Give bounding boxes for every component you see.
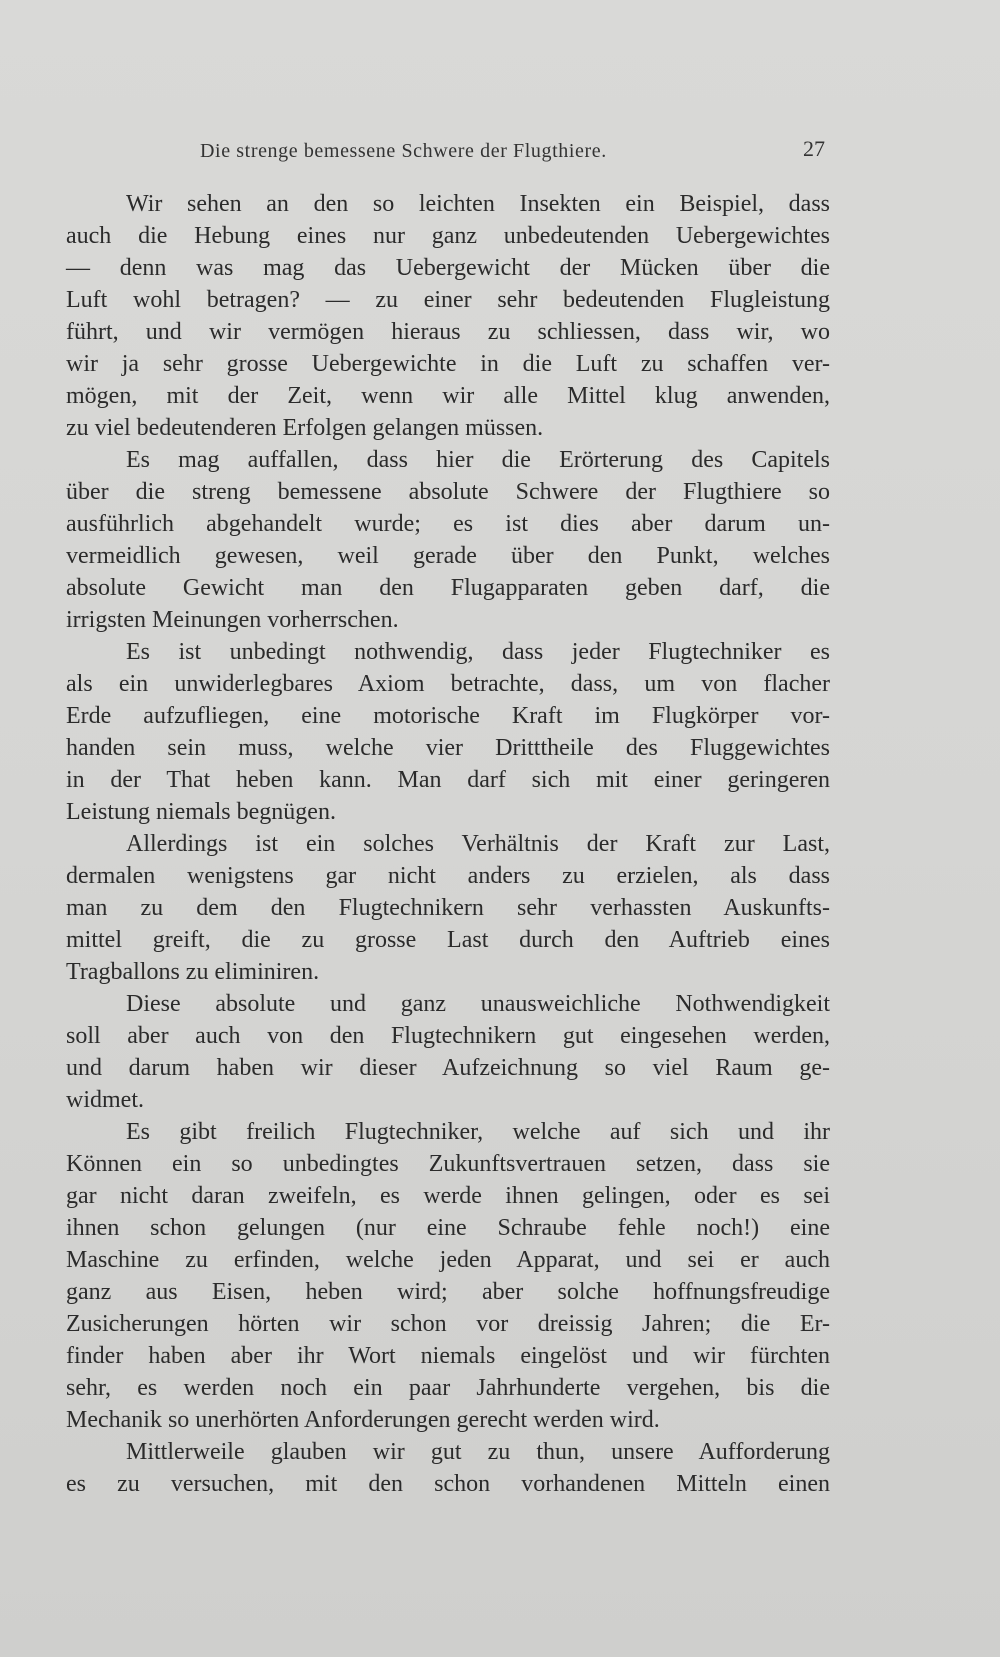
text-line: man zu dem den Flugtechnikern sehr verhassten Auskunfts-	[66, 895, 830, 921]
text-line: über die streng bemessene absolute Schwere der Flugthiere so	[66, 479, 830, 505]
paragraph	[66, 828, 830, 988]
text-line: zu viel bedeutenderen Erfolgen gelangen müssen.	[66, 415, 544, 441]
text-line: absolute Gewicht man den Flugapparaten geben darf, die	[66, 575, 830, 601]
text-line: führt, und wir vermögen hieraus zu schliessen, dass wir, wo	[66, 319, 830, 345]
paragraph	[66, 988, 830, 1116]
text-line: sehr, es werden noch ein paar Jahrhunderte vergehen, bis die	[66, 1375, 830, 1401]
text-line: Allerdings ist ein solches Verhältnis der Kraft zur Last,	[126, 831, 830, 857]
text-line: es zu versuchen, mit den schon vorhandenen Mitteln einen	[66, 1471, 830, 1497]
text-line: handen sein muss, welche vier Dritttheile des Fluggewichtes	[66, 735, 830, 761]
text-line: Zusicherungen hörten wir schon vor dreissig Jahren; die Er-	[66, 1311, 830, 1337]
text-line: soll aber auch von den Flugtechnikern gut eingesehen werden,	[66, 1023, 830, 1049]
paragraph	[66, 1116, 830, 1436]
text-line: Es mag auffallen, dass hier die Erörterung des Capitels	[126, 447, 830, 473]
text-line: Es ist unbedingt nothwendig, dass jeder Flugtechniker es	[126, 639, 830, 665]
text-line: Leistung niemals begnügen.	[66, 799, 336, 825]
text-line: finder haben aber ihr Wort niemals eingelöst und wir fürchten	[66, 1343, 830, 1369]
text-line: Wir sehen an den so leichten Insekten ein Beispiel, dass	[126, 191, 830, 217]
text-line: Diese absolute und ganz unausweichliche Nothwendigkeit	[126, 991, 830, 1017]
page-number: 27	[803, 136, 825, 161]
paragraph	[66, 1436, 830, 1500]
text-line: als ein unwiderlegbares Axiom betrachte, dass, um von flacher	[66, 671, 830, 697]
text-line: Tragballons zu eliminiren.	[66, 959, 320, 985]
text-line: Es gibt freilich Flugtechniker, welche auf sich und ihr	[126, 1119, 830, 1145]
text-line: ausführlich abgehandelt wurde; es ist dies aber darum un-	[66, 511, 830, 537]
text-line: Luft wohl betragen? — zu einer sehr bedeutenden Flugleistung	[66, 287, 830, 313]
text-line: Mittlerweile glauben wir gut zu thun, unsere Aufforderung	[126, 1439, 830, 1465]
text-line: vermeidlich gewesen, weil gerade über den Punkt, welches	[66, 543, 830, 569]
running-title: Die strenge bemessene Schwere der Flugthiere.	[200, 140, 607, 162]
text-line: mittel greift, die zu grosse Last durch den Auftrieb eines	[66, 927, 830, 953]
text-line: gar nicht daran zweifeln, es werde ihnen gelingen, oder es sei	[66, 1183, 830, 1209]
text-line: ganz aus Eisen, heben wird; aber solche hoffnungsfreudige	[66, 1279, 830, 1305]
text-line: widmet.	[66, 1087, 144, 1113]
text-line: in der That heben kann. Man darf sich mit einer geringeren	[66, 767, 830, 793]
text-line: wir ja sehr grosse Uebergewichte in die Luft zu schaffen ver-	[66, 351, 830, 377]
text-line: mögen, mit der Zeit, wenn wir alle Mittel klug anwenden,	[66, 383, 830, 409]
text-line: — denn was mag das Uebergewicht der Mücken über die	[66, 255, 830, 281]
paragraph	[66, 636, 830, 828]
text-line: ihnen schon gelungen (nur eine Schraube fehle noch!) eine	[66, 1215, 830, 1241]
text-line: irrigsten Meinungen vorherrschen.	[66, 607, 399, 633]
text-line: und darum haben wir dieser Aufzeichnung so viel Raum ge-	[66, 1055, 830, 1081]
text-line: Können ein so unbedingtes Zukunftsvertrauen setzen, dass sie	[66, 1151, 830, 1177]
paragraph	[66, 444, 830, 636]
page-header	[200, 136, 825, 170]
text-line: Erde aufzufliegen, eine motorische Kraft im Flugkörper vor-	[66, 703, 830, 729]
text-line: dermalen wenigstens gar nicht anders zu erzielen, als dass	[66, 863, 830, 889]
body-text	[66, 188, 830, 1500]
text-line: auch die Hebung eines nur ganz unbedeutenden Uebergewichtes	[66, 223, 830, 249]
paragraph	[66, 188, 830, 444]
text-line: Mechanik so unerhörten Anforderungen gerecht werden wird.	[66, 1407, 660, 1433]
text-line: Maschine zu erfinden, welche jeden Apparat, und sei er auch	[66, 1247, 830, 1273]
